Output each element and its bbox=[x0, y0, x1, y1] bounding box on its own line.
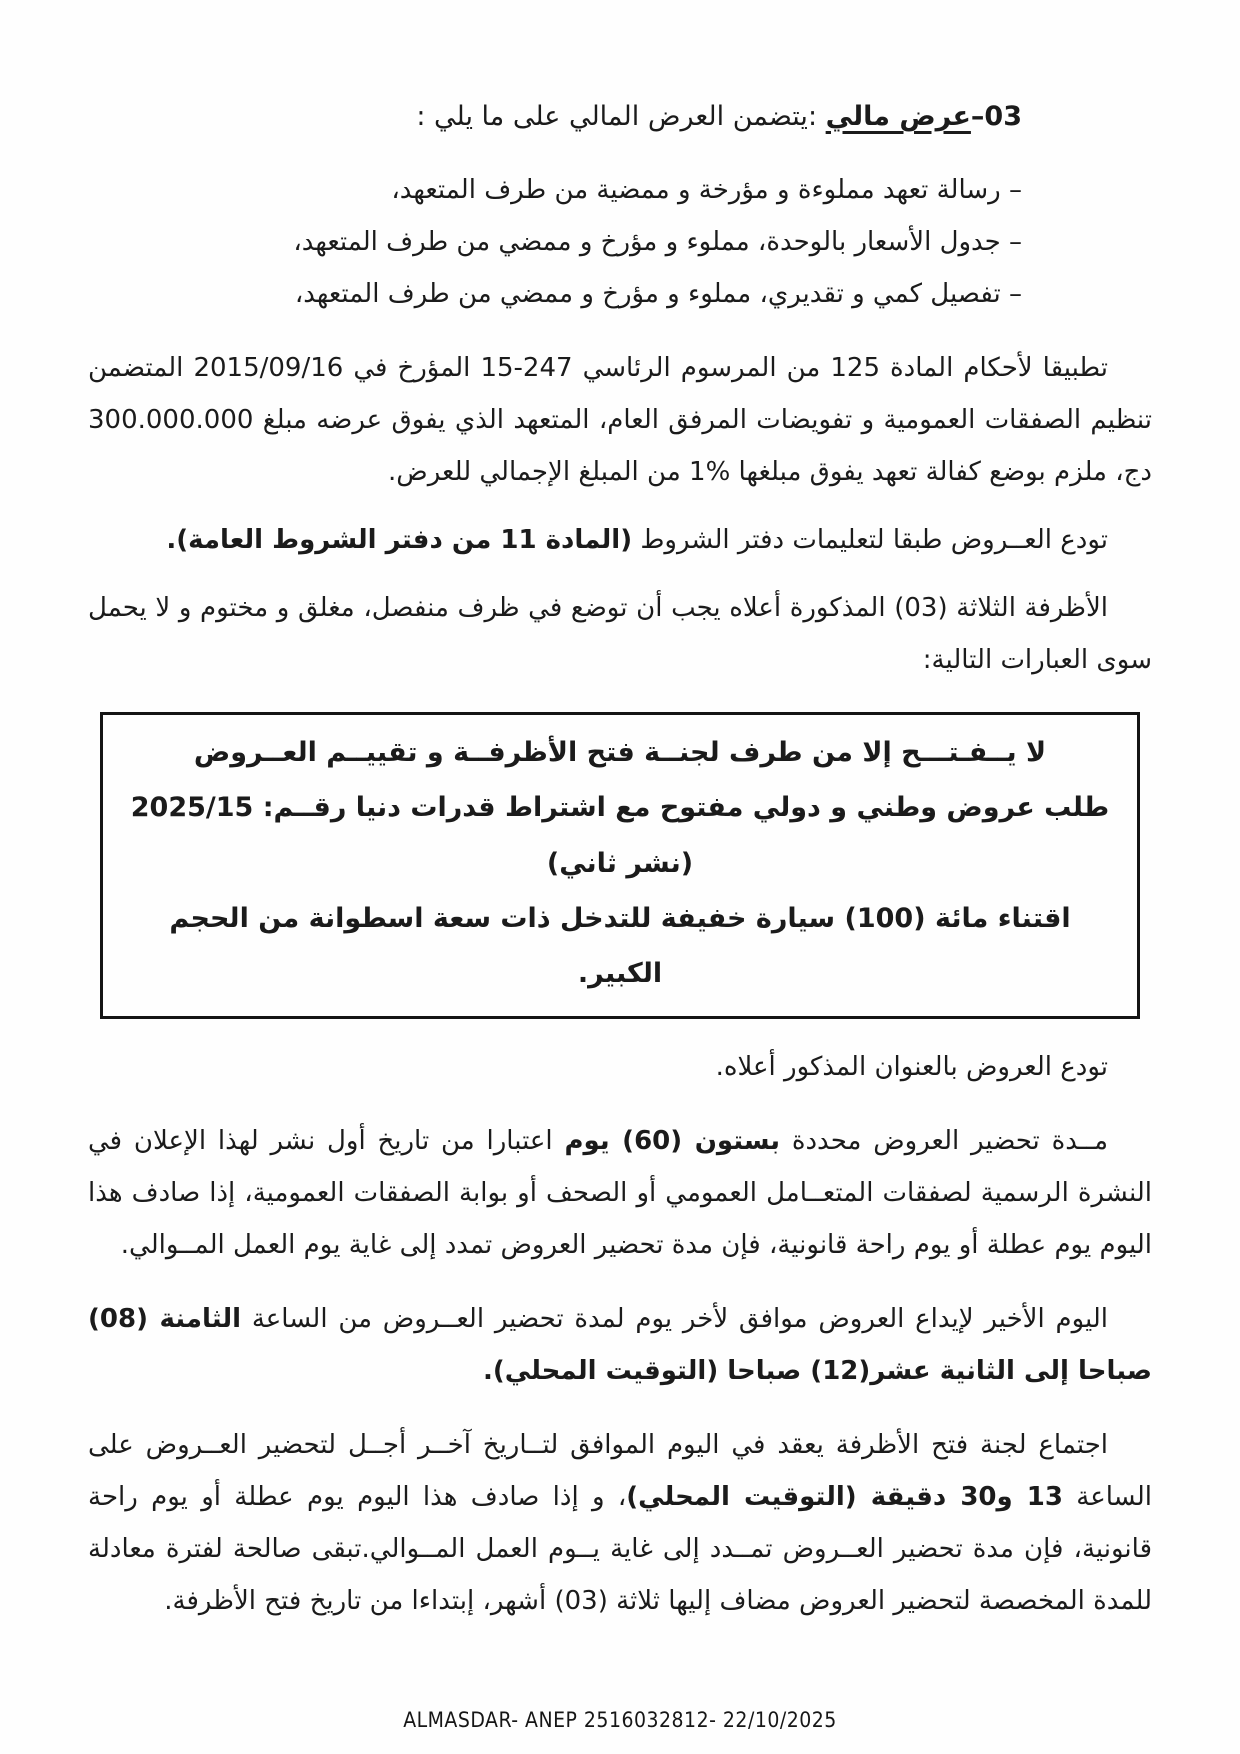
paragraph-deposit-address: تودع العروض بالعنوان المذكور أعلاه. bbox=[715, 1051, 1108, 1082]
list-item: – جدول الأسعار بالوحدة، مملوء و مؤرخ و ممضي من طرف المتعهد، bbox=[293, 227, 1022, 257]
heading-title: عرض مالي bbox=[825, 101, 971, 132]
financial-offer-heading bbox=[88, 90, 1022, 144]
paragraph-last-deposit-day bbox=[88, 1293, 1152, 1397]
preparation-period-text: مــدة تحضير العروض محددة bbox=[780, 1125, 1109, 1156]
opening-meeting-continuation: ، و إذا صادف هذا اليوم يوم عطلة أو يوم راحة قانونية، فإن مدة تحضير العــروض تمــدد إلى غاية يــوم العمل المــوالي.تبقى صالحة لفترة معادلة للمدة المخصصة لتحضير العروض مضاف إليها ثلاثة (03) أشهر، إبتداءا من تاريخ فتح الأظرفة. bbox=[88, 1481, 1152, 1616]
paragraph-decree-125: تطبيقا لأحكام المادة 125 من المرسوم الرئاسي 247-15 المؤرخ في 2015/09/16 المتضمن تنظيم الصفقات العمومية و تفويضات المرفق العام، المتعهد الذي يفوق عرضه مبلغ 300.000.000 دج، ملزم بوضع كفالة تعهد يفوق مبلغها %1 من المبلغ الإجمالي للعرض. bbox=[88, 353, 1152, 487]
deposit-article-reference: (المادة 11 من دفتر الشروط العامة). bbox=[166, 525, 633, 555]
opening-time-value: 13 و30 دقيقة (التوقيت المحلي) bbox=[626, 1481, 1063, 1512]
envelope-box-line-2: طلب عروض وطني و دولي مفتوح مع اشتراط قدرات دنيا رقــم: 2025/15 (نشر ثاني) bbox=[130, 792, 1110, 879]
list-item: – تفصيل كمي و تقديري، مملوء و مؤرخ و ممضي من طرف المتعهد، bbox=[294, 279, 1022, 309]
document-body bbox=[88, 90, 1152, 1627]
financial-offer-list bbox=[88, 164, 1022, 320]
deposit-instructions-text: تودع العــروض طبقا لتعليمات دفتر الشروط bbox=[632, 525, 1108, 555]
heading-rest: :يتضمن العرض المالي على ما يلي : bbox=[416, 101, 826, 132]
list-item: – رسالة تعهد مملوءة و مؤرخة و ممضية من طرف المتعهد، bbox=[391, 175, 1022, 205]
paragraph-opening-meeting bbox=[88, 1419, 1152, 1627]
envelope-label-box bbox=[100, 712, 1140, 1019]
envelope-box-line-3: اقتناء مائة (100) سيارة خفيفة للتدخل ذات سعة اسطوانة من الحجم الكبير. bbox=[169, 903, 1071, 990]
preparation-period-continuation: اعتبارا من تاريخ أول نشر لهذا الإعلان في النشرة الرسمية لصفقات المتعــامل العمومي أو الصحف أو بوابة الصفقات العمومية، إذا صادف هذا اليوم يوم عطلة أو يوم راحة قانونية، فإن مدة تحضير العروض تمدد إلى غاية يوم العمل المــوالي. bbox=[88, 1125, 1152, 1260]
last-deposit-day-text: اليوم الأخير لإيداع العروض موافق لأخر يوم لمدة تحضير العــروض من الساعة bbox=[241, 1303, 1108, 1334]
financial-offer-section bbox=[88, 90, 1152, 320]
preparation-duration-value: بستون (60) يوم bbox=[564, 1125, 781, 1156]
paragraph-preparation-period bbox=[88, 1115, 1152, 1271]
anep-footer: ALMASDAR- ANEP 2516032812- 22/10/2025 bbox=[403, 1708, 837, 1732]
paragraph-envelopes-note: الأظرفة الثلاثة (03) المذكورة أعلاه يجب أن توضع في ظرف منفصل، مغلق و مختوم و لا يحمل سوى العبارات التالية: bbox=[88, 593, 1152, 675]
deposit-hours-value: الثامنة (08) صباحا إلى الثانية عشر(12) صباحا (التوقيت المحلي). bbox=[88, 1303, 1152, 1386]
envelope-box-line-1: لا يــفـتـــح إلا من طرف لجنــة فتح الأظرفــة و تقييــم العــروض bbox=[193, 737, 1047, 768]
opening-meeting-text: اجتماع لجنة فتح الأظرفة يعقد في اليوم الموافق لتــاريخ آخــر أجــل لتحضير العــروض على الساعة bbox=[88, 1429, 1152, 1512]
paragraph-deposit-instructions bbox=[88, 514, 1152, 566]
heading-number: 03– bbox=[970, 101, 1022, 132]
